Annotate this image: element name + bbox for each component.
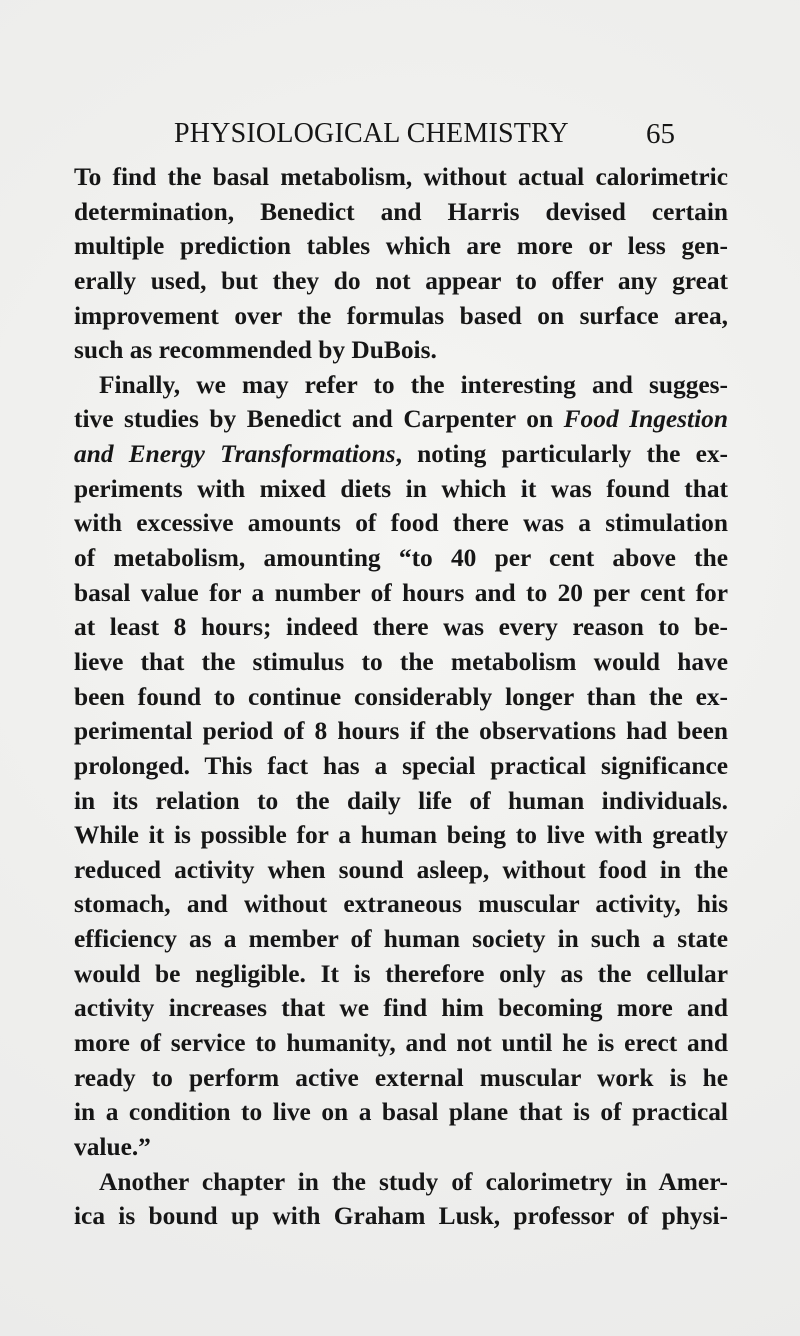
text-line: While it is possible for a human being to live with greatly [74, 821, 728, 850]
text-line: Another chapter in the study of calorimetry in Amer- [99, 1167, 728, 1196]
running-head [0, 114, 800, 154]
text-line: basal value for a number of hours and to 20 per cent for [74, 578, 728, 607]
text-line: perimental period of 8 hours if the observations had been [74, 717, 728, 746]
text-line: To find the basal metabolism, without actual calorimetric [74, 163, 728, 191]
text-line: been found to continue considerably longer than the ex- [74, 682, 728, 711]
text-line: multiple prediction tables which are more or less gen- [74, 232, 728, 261]
text-line [74, 402, 728, 437]
text-line: ica is bound up with Graham Lusk, professor of physi- [74, 1202, 728, 1231]
italic-title-text: and Energy Transformations [74, 440, 396, 469]
text-line: in a condition to live on a basal plane that is of practical [74, 1098, 728, 1127]
italic-title-text: Food Ingestion [563, 405, 728, 434]
body-text [74, 160, 728, 1234]
text-line: erally used, but they do not appear to offer any great [74, 266, 728, 295]
text-line: improvement over the formulas based on surface area, [74, 301, 728, 330]
text-line: lieve that the stimulus to the metabolism would have [74, 647, 728, 676]
text-line: would be negligible. It is therefore only as the cellular [74, 959, 728, 988]
text-line: such as recommended by DuBois. [74, 336, 437, 365]
text-line: Finally, we may refer to the interesting and sugges- [99, 370, 728, 399]
text-line: stomach, and without extraneous muscular activity, his [74, 890, 728, 919]
page-number: 65 [646, 118, 675, 150]
text-line: periments with mixed diets in which it was found that [74, 474, 728, 503]
text-line: activity increases that we find him becoming more and [74, 994, 728, 1023]
line-segment: , noting particularly the ex- [395, 440, 729, 469]
text-line: determination, Benedict and Harris devised certain [74, 197, 728, 226]
text-line: reduced activity when sound asleep, without food in the [74, 855, 728, 884]
text-line: efficiency as a member of human society in such a state [74, 925, 728, 954]
text-line: of metabolism, amounting “to 40 per cent above the [74, 544, 728, 573]
text-line: more of service to humanity, and not until he is erect and [74, 1029, 728, 1058]
text-line: in its relation to the daily life of human individuals. [74, 786, 728, 815]
text-line: prolonged. This fact has a special practical significance [74, 751, 728, 780]
text-line: with excessive amounts of food there was a stimulation [74, 509, 728, 538]
running-head-title: PHYSIOLOGICAL CHEMISTRY [174, 118, 569, 149]
text-line: at least 8 hours; indeed there was every reason to be- [74, 613, 728, 642]
text-line: value.” [74, 1132, 151, 1161]
text-line: ready to perform active external muscular work is he [74, 1063, 728, 1092]
text-line [74, 437, 728, 472]
line-segment: tive studies by Benedict and Carpenter on [74, 405, 564, 434]
